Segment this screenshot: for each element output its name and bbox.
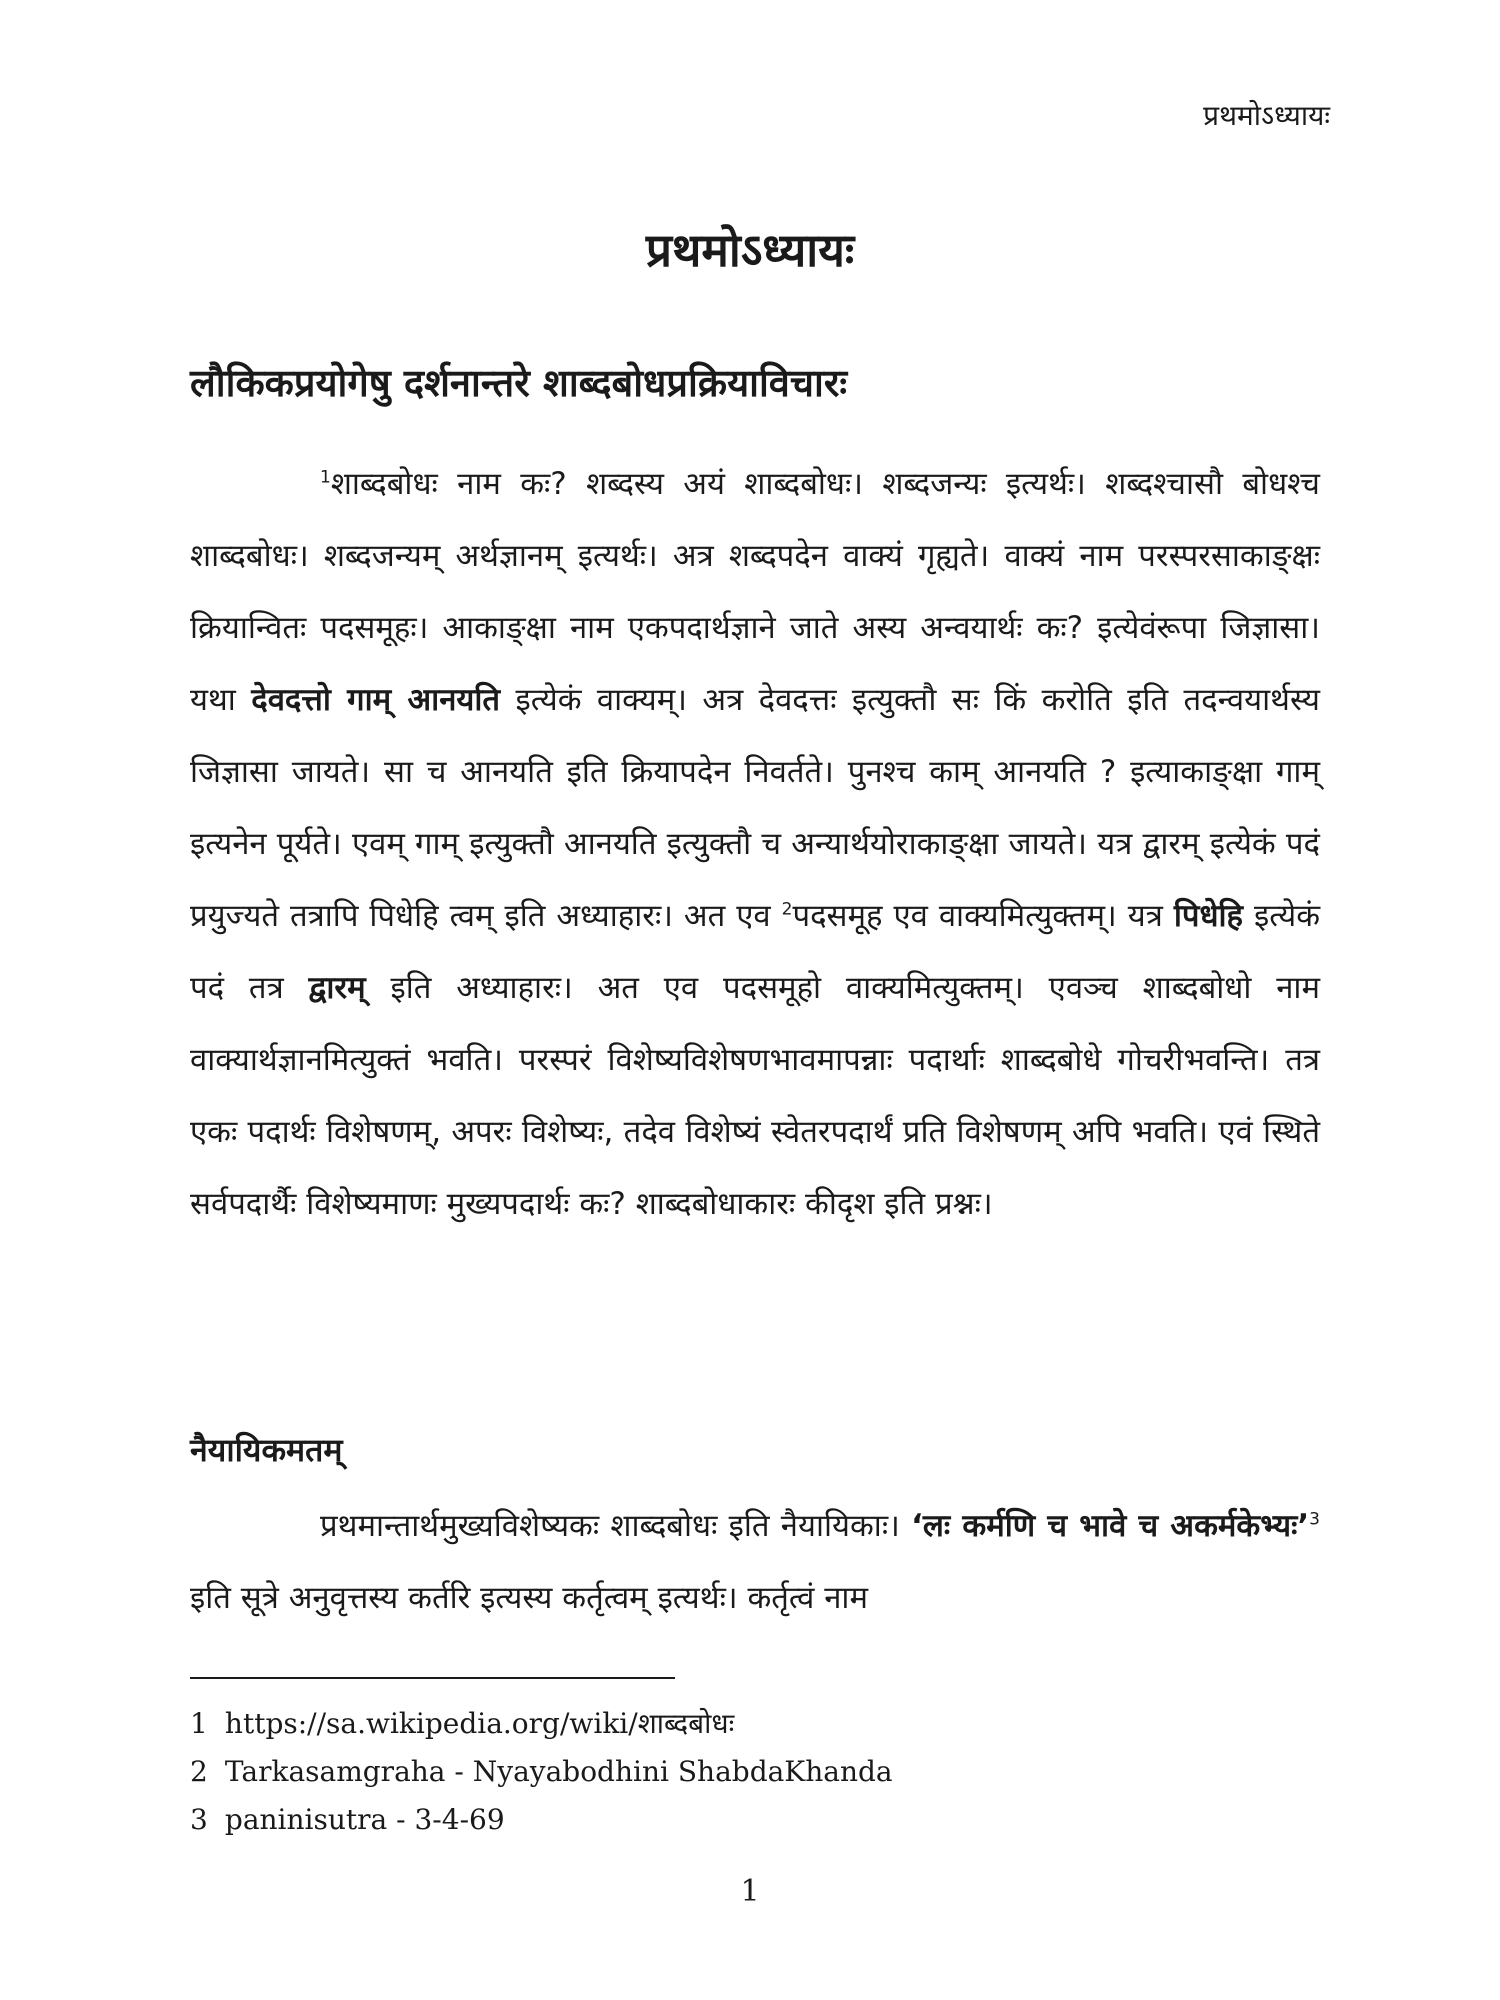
subsection-heading: नैयायिकमतम् — [190, 1431, 343, 1469]
footnote-marker-1: 1 — [320, 467, 331, 488]
paragraph-2 — [190, 1490, 1320, 1634]
footnote-number: 2 — [190, 1755, 208, 1788]
paragraph-1-text-c: पदसमूह एव वाक्यमित्युक्तम्। यत्र — [792, 898, 1163, 934]
footnote-number: 3 — [190, 1803, 208, 1836]
footnote-item — [190, 1700, 893, 1748]
footnote-divider — [190, 1677, 675, 1679]
bold-word-dvaram: द्वारम् — [308, 970, 366, 1006]
footnote-link[interactable]: https://sa.wikipedia.org/wiki/शाब्दबोधः — [224, 1707, 735, 1740]
footnotes — [190, 1700, 893, 1844]
paragraph-1-text-e: इति अध्याहारः। अत एव पदसमूहो वाक्यमित्युक्तम्। एवञ्च शाब्दबोधो नाम वाक्यार्थज्ञानमित्युक्तं भवति। परस्परं विशेष्यविशेषणभावमापन्नाः पदार्थाः शाब्दबोधे गोचरीभवन्ति। तत्र एकः पदार्थः विशेषणम्, अपरः विशेष्यः, तदेव विशेष्यं स्वेतरपदार्थं प्रति विशेषणम् अपि भवति। एवं स्थिते सर्वपदार्थैः विशेष्यमाणः मुख्यपदार्थः कः? शाब्दबोधाकारः कीदृश इति प्रश्नः। — [190, 970, 1320, 1222]
paragraph-1-text-d: इत्येकं पदं तत्र — [190, 898, 1321, 1006]
bold-phrase-devadatta: देवदत्तो गाम् आनयति — [251, 682, 501, 718]
chapter-title: प्रथमोऽध्यायः — [645, 223, 855, 277]
paragraph-1 — [190, 448, 1320, 1240]
footnote-item — [190, 1796, 893, 1844]
paragraph-2-text-b: इति सूत्रे अनुवृत्तस्य कर्तरि इत्यस्य कर्तृत्वम् इत्यर्थः। कर्तृत्वं नाम — [190, 1580, 868, 1616]
footnote-text: Tarkasamgraha - Nyayabodhini ShabdaKhanda — [224, 1755, 893, 1788]
page-number: 1 — [740, 1874, 760, 1909]
running-header: प्रथमोऽध्यायः — [1203, 99, 1330, 132]
paragraph-2-text-a: प्रथमान्तार्थमुख्यविशेष्यकः शाब्दबोधः इति नैयायिकाः। — [320, 1508, 900, 1544]
bold-word-pidhehi: पिधेहि — [1173, 898, 1244, 934]
footnote-item — [190, 1748, 893, 1796]
footnote-text: paninisutra - 3-4-69 — [224, 1803, 505, 1836]
section-heading: लौकिकप्रयोगेषु दर्शनान्तरे शाब्दबोधप्रक्रियाविचारः — [190, 361, 848, 405]
footnote-number: 1 — [190, 1707, 208, 1740]
footnote-marker-3: 3 — [1309, 1509, 1320, 1530]
footnote-marker-2: 2 — [781, 899, 793, 920]
paragraph-1-text-a: शाब्दबोधः नाम कः? शब्दस्य अयं शाब्दबोधः। शब्दजन्यः इत्यर्थः। शब्दश्चासौ बोधश्च शाब्दबोधः। शब्दजन्यम् अर्थज्ञानम् इत्यर्थः। अत्र शब्दपदेन वाक्यं गृह्यते। वाक्यं नाम परस्परसाकाङ्क्षः क्रियान्वितः पदसमूहः। आकाङ्क्षा नाम एकपदार्थज्ञाने जाते अस्य अन्वयार्थः कः? इत्येवंरूपा जिज्ञासा। यथा — [190, 466, 1320, 718]
paragraph-1-text-b: इत्येकं वाक्यम्। अत्र देवदत्तः इत्युक्तौ सः किं करोति इति तदन्वयार्थस्य जिज्ञासा जायते। सा च आनयति इति क्रियापदेन निवर्तते। पुनश्च काम् आनयति ? इत्याकाङ्क्षा गाम् इत्यनेन पूर्यते। एवम् गाम् इत्युक्तौ आनयति इत्युक्तौ च अन्यार्थयोराकाङ्क्षा जायते। यत्र द्वारम् इत्येकं पदं प्रयुज्यते तत्रापि पिधेहि त्वम् इति अध्याहारः। अत एव — [190, 682, 1321, 934]
bold-sutra-quote: ‘लः कर्मणि च भावे च अकर्मकेभ्यः’ — [911, 1508, 1310, 1544]
